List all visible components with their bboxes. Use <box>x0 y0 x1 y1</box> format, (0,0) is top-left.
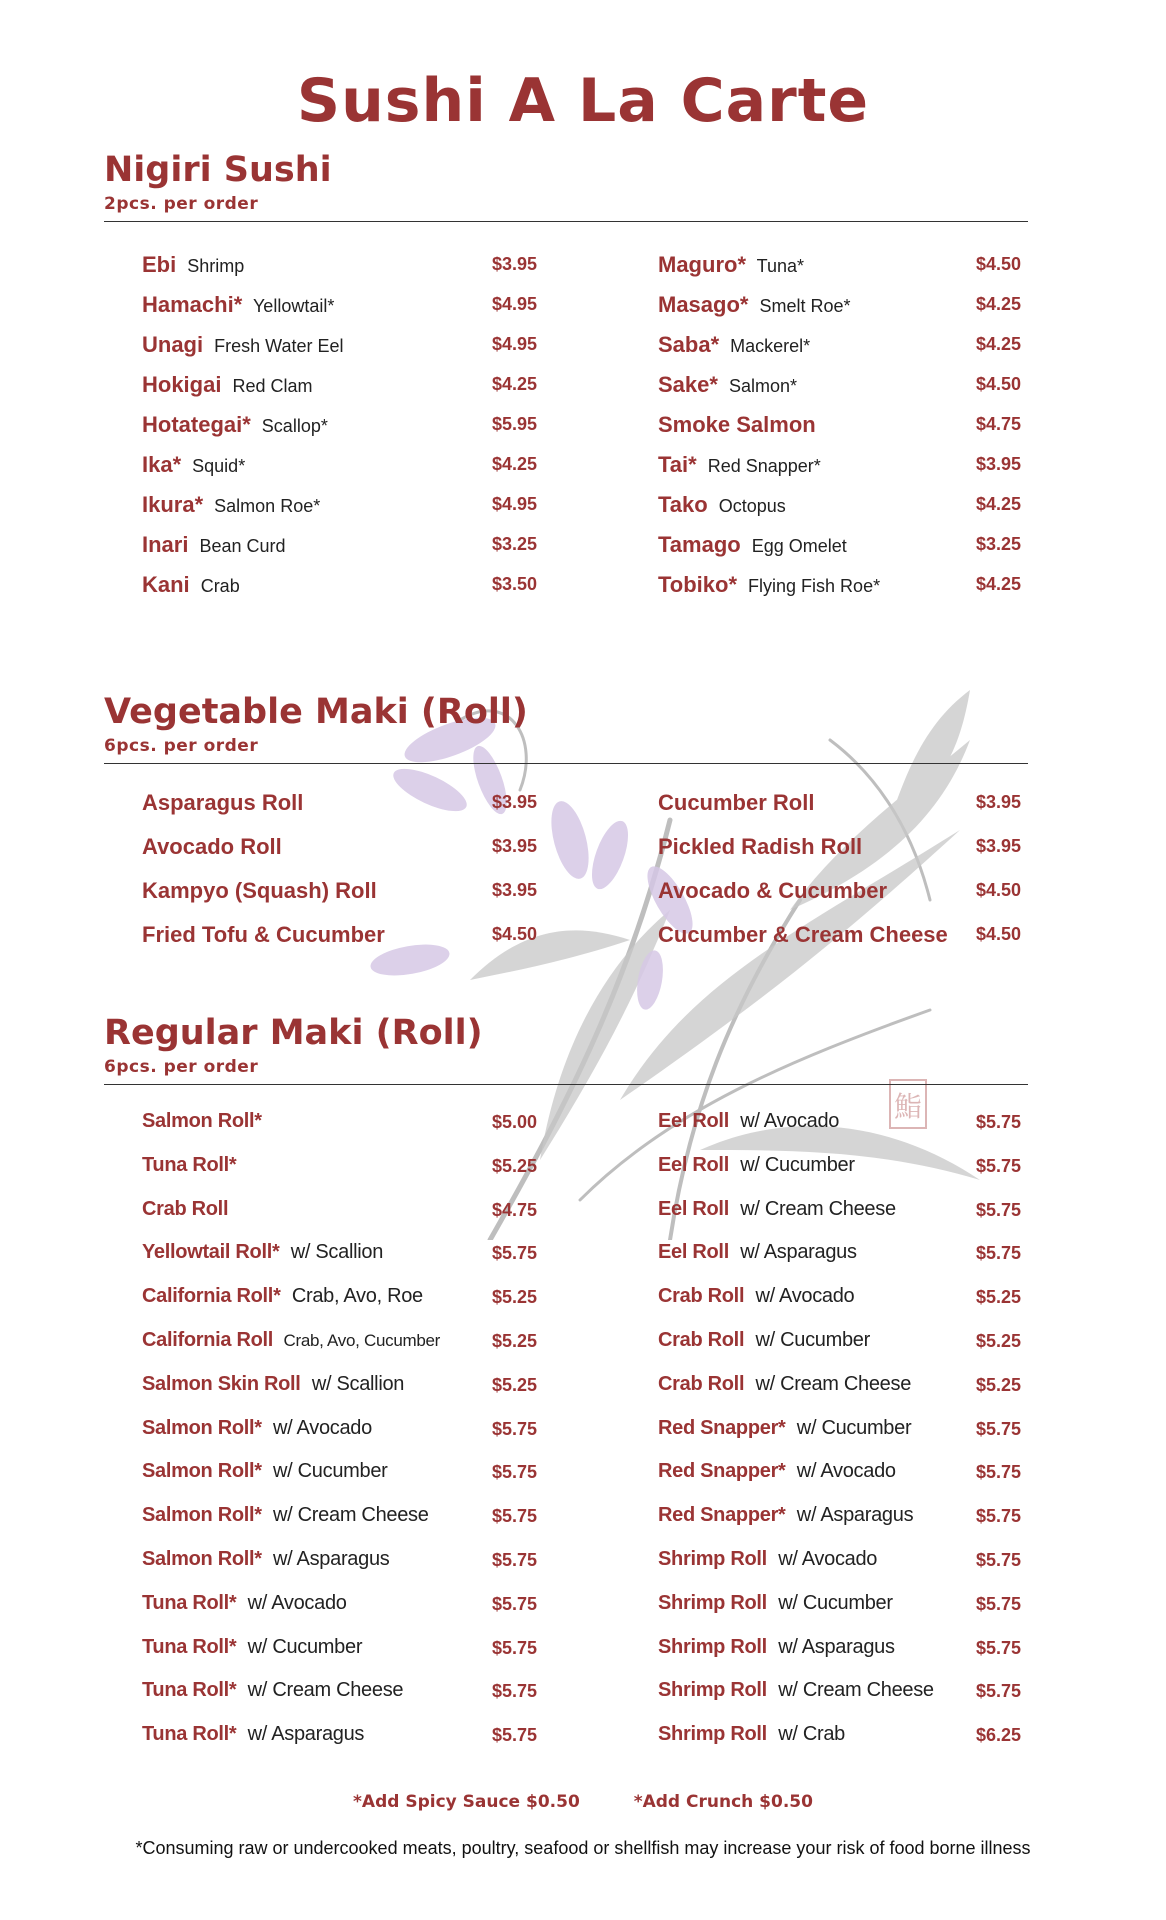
menu-item <box>658 878 887 904</box>
menu-item-description: Egg Omelet <box>746 536 847 556</box>
menu-item-description: w/ Asparagus <box>734 1241 857 1264</box>
menu-item <box>658 1504 913 1527</box>
menu-item <box>658 1679 934 1702</box>
menu-item-price: $4.25 <box>976 494 1022 514</box>
menu-item <box>658 292 851 318</box>
menu-item-name: Eel Roll <box>658 1153 729 1176</box>
menu-item-price: $3.95 <box>976 792 1022 812</box>
menu-item-description: w/ Asparagus <box>791 1504 914 1527</box>
menu-item-name: Red Snapper* <box>658 1504 786 1527</box>
menu-item-name: Inari <box>142 532 189 557</box>
menu-item-description: Bean Curd <box>194 536 286 556</box>
menu-item-name: Crab Roll <box>142 1197 229 1220</box>
menu-item <box>142 492 320 518</box>
menu-item-name: Maguro* <box>658 252 746 277</box>
menu-item-price: $5.25 <box>492 1374 538 1395</box>
menu-item-price: $5.25 <box>976 1331 1022 1351</box>
menu-item <box>142 1373 404 1396</box>
menu-item-name: Tuna Roll* <box>142 1153 237 1176</box>
menu-item-name: California Roll* <box>142 1285 281 1308</box>
menu-item-name: Tai* <box>658 452 697 477</box>
menu-item-name: Ebi <box>142 252 177 277</box>
menu-item-description: Crab <box>195 576 240 596</box>
menu-item <box>658 1154 855 1177</box>
menu-item-price: $4.50 <box>492 924 538 944</box>
menu-item-description: w/ Asparagus <box>242 1723 365 1746</box>
menu-item <box>142 1636 362 1659</box>
menu-item-description: Red Snapper* <box>702 456 821 476</box>
addons-line <box>0 1792 1166 1812</box>
menu-item-description: w/ Cream Cheese <box>772 1679 934 1702</box>
menu-item <box>142 790 303 816</box>
regular-section-header <box>104 1013 1028 1085</box>
menu-item-name: Crab Roll <box>658 1372 745 1395</box>
menu-item-name: Hamachi* <box>142 292 243 317</box>
menu-item-price: $5.75 <box>492 1550 538 1570</box>
menu-item <box>658 572 880 598</box>
menu-item-description: w/ Avocado <box>242 1591 347 1614</box>
menu-item-price: $4.95 <box>492 294 538 314</box>
menu-item-description: w/ Cucumber <box>734 1153 855 1176</box>
menu-item <box>658 1417 911 1440</box>
menu-item-price: $5.25 <box>976 1374 1022 1395</box>
menu-item-name: Tuna Roll* <box>142 1723 237 1746</box>
menu-item <box>658 1110 839 1133</box>
menu-item <box>142 1504 429 1527</box>
menu-item-price: $5.75 <box>976 1155 1022 1176</box>
page-title: Sushi A La Carte <box>296 66 870 136</box>
menu-item-price: $4.95 <box>492 494 538 514</box>
menu-item <box>658 1636 895 1659</box>
menu-item-description: w/ Cucumber <box>750 1329 870 1351</box>
menu-item-name: Salmon Skin Roll <box>142 1372 301 1395</box>
menu-item-name: Ika* <box>142 452 182 477</box>
menu-item-name: Fried Tofu & Cucumber <box>142 922 385 947</box>
menu-item-price: $3.95 <box>976 836 1022 856</box>
menu-item-description: Crab, Avo, Cucumber <box>279 1331 441 1350</box>
menu-item-name: Tamago <box>658 532 741 557</box>
menu-item-description: Mackerel* <box>725 336 811 356</box>
menu-item-price: $3.95 <box>976 454 1022 474</box>
menu-item-name: Hotategai* <box>142 412 251 437</box>
menu-item-description: Octopus <box>713 496 786 516</box>
menu-item-price: $5.75 <box>976 1593 1022 1614</box>
menu-item-name: Tobiko* <box>658 572 738 597</box>
menu-item-price: $3.25 <box>492 534 538 554</box>
nigiri-heading: Nigiri Sushi <box>104 150 332 190</box>
menu-item-description: Yellowtail* <box>248 296 335 316</box>
section-divider <box>104 1084 1028 1085</box>
menu-item-description: w/ Crab <box>772 1723 846 1746</box>
menu-item-price: $5.75 <box>492 1637 538 1658</box>
menu-item <box>142 1679 403 1702</box>
menu-item-price: $5.75 <box>976 1550 1022 1570</box>
menu-item-name: Salmon Roll* <box>142 1110 262 1132</box>
menu-item-price: $3.50 <box>492 574 538 594</box>
regular-subheading: 6pcs. per order <box>104 1057 259 1077</box>
menu-item <box>142 412 328 438</box>
menu-item <box>142 1329 440 1352</box>
menu-item-name: Shrimp Roll <box>658 1723 767 1746</box>
menu-item-name: Cucumber Roll <box>658 790 815 815</box>
disclaimer: *Consuming raw or undercooked meats, poultry, seafood or shellfish may increase your risk of food borne illness <box>135 1838 1031 1858</box>
menu-item-name: Masago* <box>658 292 749 317</box>
section-divider <box>104 221 1028 222</box>
menu-item <box>142 1198 228 1221</box>
menu-item-price: $5.75 <box>976 1243 1022 1264</box>
menu-item-price: $5.75 <box>492 1593 538 1614</box>
menu-item-price: $4.25 <box>976 294 1022 314</box>
menu-item-description: Red Clam <box>227 376 313 396</box>
menu-item-name: Kani <box>142 572 190 597</box>
menu-item-name: Crab Roll <box>658 1285 745 1308</box>
vegetable-section-header <box>104 692 1028 764</box>
menu-item <box>658 252 804 278</box>
menu-item <box>658 1373 911 1396</box>
menu-item-description: Tuna* <box>752 256 805 276</box>
menu-item <box>658 1329 870 1352</box>
menu-item-price: $4.50 <box>976 880 1022 900</box>
menu-item <box>142 878 377 904</box>
menu-item-price: $5.75 <box>976 1681 1022 1702</box>
menu-item-description: Salmon Roe* <box>209 496 321 516</box>
menu-item-name: Sake* <box>658 372 718 397</box>
menu-item-description: w/ Asparagus <box>772 1635 895 1658</box>
menu-item-name: California Roll <box>142 1329 274 1351</box>
menu-item-description: w/ Cucumber <box>791 1416 912 1439</box>
menu-item-price: $5.75 <box>976 1199 1022 1220</box>
menu-item-description: Smelt Roe* <box>754 296 851 316</box>
menu-item <box>142 252 244 278</box>
menu-item-price: $4.75 <box>492 1199 538 1220</box>
menu-item <box>658 332 810 358</box>
menu-item-description: w/ Avocado <box>750 1285 855 1308</box>
menu-item <box>658 1723 845 1746</box>
menu-item <box>658 1198 896 1221</box>
menu-item-price: $4.50 <box>976 924 1022 944</box>
menu-item-price: $5.75 <box>492 1243 538 1264</box>
menu-item-name: Saba* <box>658 332 720 357</box>
menu-item-price: $5.75 <box>492 1418 538 1439</box>
menu-item <box>658 834 862 860</box>
menu-item <box>658 1548 877 1571</box>
vegetable-heading: Vegetable Maki (Roll) <box>104 692 528 732</box>
menu-item-name: Tuna Roll* <box>142 1635 237 1658</box>
menu-item-name: Asparagus Roll <box>142 790 304 815</box>
menu-item-name: Eel Roll <box>658 1197 729 1220</box>
menu-item <box>142 922 385 948</box>
menu-item-price: $4.50 <box>976 374 1022 394</box>
nigiri-section-header <box>104 150 1028 222</box>
menu-item-name: Ikura* <box>142 492 204 517</box>
menu-item-price: $5.75 <box>976 1637 1022 1658</box>
menu-item-price: $3.95 <box>492 792 538 812</box>
menu-item-description: Scallop* <box>256 416 328 436</box>
menu-item-price: $3.25 <box>976 534 1022 554</box>
vegetable-subheading: 6pcs. per order <box>104 736 259 756</box>
menu-item <box>658 492 786 518</box>
menu-item <box>142 1417 372 1440</box>
menu-item-price: $5.95 <box>492 414 538 434</box>
menu-item-price: $5.75 <box>492 1462 538 1483</box>
menu-item-name: Hokigai <box>142 372 222 397</box>
menu-item-name: Tuna Roll* <box>142 1591 237 1614</box>
menu-item-name: Crab Roll <box>658 1329 745 1351</box>
menu-item-name: Unagi <box>142 332 204 357</box>
menu-item-price: $4.75 <box>976 414 1022 434</box>
menu-item <box>658 1592 893 1615</box>
menu-item-name: Kampyo (Squash) Roll <box>142 878 377 903</box>
menu-item <box>142 572 240 598</box>
nigiri-subheading: 2pcs. per order <box>104 194 259 214</box>
menu-item-name: Pickled Radish Roll <box>658 834 863 859</box>
menu-item-price: $4.25 <box>976 574 1022 594</box>
menu-item <box>658 790 814 816</box>
menu-item-description: Flying Fish Roe* <box>743 576 881 596</box>
menu-item-price: $4.25 <box>492 454 538 474</box>
menu-item-description: w/ Avocado <box>267 1416 372 1439</box>
menu-item-description: w/ Avocado <box>772 1548 878 1570</box>
menu-item-description: w/ Scallion <box>306 1372 405 1395</box>
menu-item-name: Shrimp Roll <box>658 1679 767 1702</box>
menu-item-name: Red Snapper* <box>658 1460 786 1483</box>
menu-item-description: Squid* <box>187 456 246 476</box>
menu-item-price: $5.75 <box>976 1418 1022 1439</box>
menu-item <box>142 1154 236 1177</box>
menu-item <box>658 922 948 948</box>
menu-item-price: $3.95 <box>492 836 538 856</box>
menu-item-name: Shrimp Roll <box>658 1591 767 1614</box>
menu-item-name: Yellowtail Roll* <box>142 1241 280 1264</box>
menu-item-name: Salmon Roll* <box>142 1548 262 1570</box>
menu-item <box>142 1548 389 1571</box>
menu-item <box>142 372 313 398</box>
menu-item-description: Salmon* <box>723 376 797 396</box>
menu-item <box>142 1110 262 1133</box>
menu-item <box>658 1285 854 1308</box>
menu-item-name: Tuna Roll* <box>142 1679 237 1702</box>
menu-item-price: $5.75 <box>492 1506 538 1527</box>
menu-item-description: w/ Scallion <box>285 1241 384 1264</box>
section-divider <box>104 763 1028 764</box>
menu-item-description: w/ Cream Cheese <box>242 1679 404 1702</box>
menu-item-price: $4.95 <box>492 334 538 354</box>
menu-item-name: Avocado Roll <box>142 834 282 859</box>
menu-item-name: Tako <box>658 492 708 517</box>
menu-item-price: $5.75 <box>976 1506 1022 1527</box>
menu-item <box>658 532 847 558</box>
menu-item-description: w/ Avocado <box>734 1110 840 1132</box>
menu-item-description: w/ Cream Cheese <box>734 1197 896 1220</box>
menu-item-description: w/ Cucumber <box>242 1635 363 1658</box>
menu-item <box>142 452 245 478</box>
menu-item-name: Smoke Salmon <box>658 412 816 437</box>
menu-item <box>142 1285 423 1308</box>
menu-item <box>658 1460 896 1483</box>
menu-item-price: $5.00 <box>492 1112 538 1132</box>
menu-item <box>658 412 816 438</box>
menu-item <box>142 532 286 558</box>
menu-item-price: $5.75 <box>492 1725 538 1746</box>
addon-crunch: *Add Crunch $0.50 <box>633 1792 813 1812</box>
menu-item-description: w/ Cucumber <box>267 1460 388 1483</box>
menu-item-description: Fresh Water Eel <box>209 336 344 356</box>
menu-item-description: Shrimp <box>182 256 245 276</box>
menu-item-name: Red Snapper* <box>658 1416 786 1439</box>
regular-heading: Regular Maki (Roll) <box>104 1013 483 1053</box>
menu-item <box>142 834 282 860</box>
menu-item-name: Shrimp Roll <box>658 1548 767 1570</box>
menu-item <box>142 1592 347 1615</box>
menu-item-price: $5.25 <box>492 1155 538 1176</box>
menu-item-description: w/ Cucumber <box>772 1591 893 1614</box>
addon-spicy: *Add Spicy Sauce $0.50 <box>353 1792 580 1812</box>
menu-item-price: $4.25 <box>492 374 538 394</box>
menu-item-price: $4.25 <box>976 334 1022 354</box>
menu-item-description: w/ Asparagus <box>267 1548 390 1570</box>
menu-item-name: Salmon Roll* <box>142 1416 262 1439</box>
menu-item <box>658 1241 857 1264</box>
menu-item-price: $3.95 <box>492 254 538 274</box>
menu-item-name: Avocado & Cucumber <box>658 878 888 903</box>
menu-item-name: Eel Roll <box>658 1110 729 1132</box>
menu-item-name: Salmon Roll* <box>142 1460 262 1483</box>
menu-item-price: $6.25 <box>976 1725 1022 1746</box>
menu-item-name: Shrimp Roll <box>658 1635 767 1658</box>
menu-item-price: $4.50 <box>976 254 1022 274</box>
menu-item-name: Cucumber & Cream Cheese <box>658 922 948 947</box>
menu-item-name: Salmon Roll* <box>142 1504 262 1527</box>
menu-item-price: $3.95 <box>492 880 538 900</box>
menu-item <box>142 292 334 318</box>
menu-item-price: $5.25 <box>492 1287 538 1308</box>
menu-item-price: $5.75 <box>492 1681 538 1702</box>
menu-item-description: Crab, Avo, Roe <box>286 1285 423 1308</box>
menu-item-description: w/ Cream Cheese <box>267 1504 429 1527</box>
menu-item <box>142 332 344 358</box>
menu-item-price: $5.25 <box>492 1331 538 1351</box>
menu-item <box>142 1460 388 1483</box>
menu-item-name: Eel Roll <box>658 1241 729 1264</box>
menu-item-description: w/ Cream Cheese <box>750 1372 912 1395</box>
menu-item <box>142 1723 364 1746</box>
menu-item-price: $5.25 <box>976 1287 1022 1308</box>
menu-item-price: $5.75 <box>976 1462 1022 1483</box>
menu-item-description: w/ Avocado <box>791 1460 896 1483</box>
menu-item <box>658 372 797 398</box>
menu-item-price: $5.75 <box>976 1112 1022 1132</box>
menu-item <box>142 1241 383 1264</box>
svg-text:鮨: 鮨 <box>894 1090 923 1123</box>
menu-item <box>658 452 821 478</box>
